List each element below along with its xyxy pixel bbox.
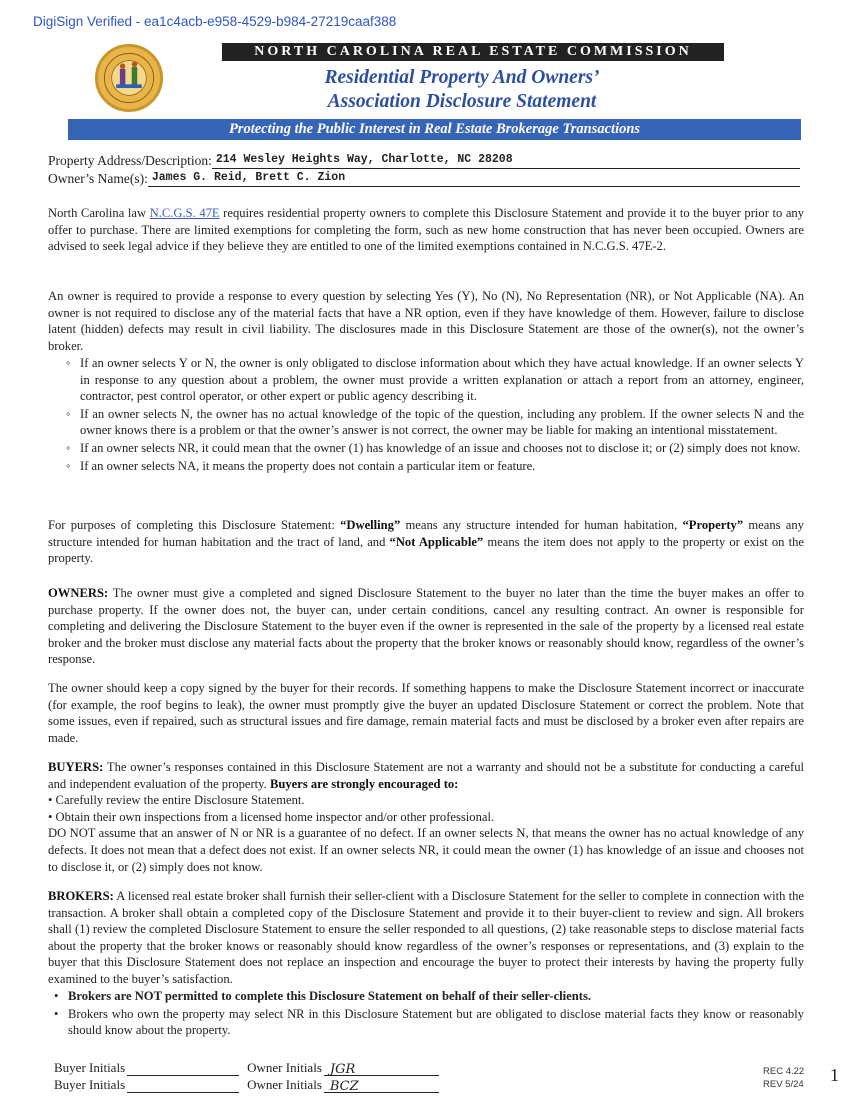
definitions-text-c: means any structure intended for human habitation and the tract of land, and <box>48 518 804 549</box>
brokers-paragraph <box>48 888 804 988</box>
owner-names-field[interactable]: James G. Reid, Brett C. Zion <box>148 171 800 187</box>
property-address-label: Property Address/Description: <box>48 153 212 168</box>
buyer-initials-label: Buyer Initials <box>54 1077 126 1092</box>
initials-row-2 <box>54 1077 439 1093</box>
buyer-initials-field[interactable] <box>127 1078 239 1093</box>
owner-initials-signature: BCZ <box>329 1079 359 1094</box>
circle-bullet-icon: ◦ <box>66 458 71 473</box>
list-item-text: Brokers who own the property may select NR in this Disclosure Statement but are obligated to disclose material facts they know or reasonably should know about the property. <box>68 1006 804 1038</box>
buyers-heading: BUYERS: <box>48 760 104 774</box>
list-item-text: If an owner selects N, the owner has no actual knowledge of the topic of the question, including any problem. If the owner selects N and the owner knows there is a problem or that the owner’s answer is not correct, the owner may be liable for making an intentional misstatement. <box>80 406 804 438</box>
buyers-warning-text: DO NOT assume that an answer of N or NR is a guarantee of no defect. If an owner selects N, that means the owner has no actual knowledge of any defects. It does not mean that a defect does not exist. If an owner selects NR, it could mean the owner (1) has knowledge of an issue and chooses not to disclose it, or (2) simply does not know. <box>48 826 804 874</box>
term-not-applicable: “Not Applicable” <box>389 534 484 549</box>
brokers-heading: BROKERS: <box>48 889 114 903</box>
owner-initials-field[interactable] <box>324 1061 439 1076</box>
page-number: 1 <box>830 1065 839 1085</box>
circle-bullet-icon: ◦ <box>66 356 71 370</box>
owners-paragraph <box>48 585 804 668</box>
commission-seal-logo <box>95 44 163 112</box>
buyers-bullet-review: • Carefully review the entire Disclosure Statement. <box>48 793 305 808</box>
list-item <box>64 406 804 439</box>
term-property: “Property” <box>682 518 744 532</box>
list-item-text: Brokers are NOT permitted to complete this Disclosure Statement on behalf of their seller-clients. <box>68 989 592 1003</box>
owners-copy-paragraph: The owner should keep a copy signed by the buyer for their records. If something happens to make the Disclosure Statement incorrect or inaccurate (for example, the roof begins to leak), the owner must promptly give the buyer an updated Disclosure Statement or correct the problem. Note that some issues, even if repaired, such as structural issues and fire damage, remain material facts and must be disclosed by a broker even after repairs are made. <box>48 681 804 745</box>
list-item-text: If an owner selects NA, it means the property does not contain a particular item or feature. <box>80 458 536 473</box>
ncgs-47e-link[interactable]: N.C.G.S. 47E <box>149 206 220 220</box>
buyers-encouraged: Buyers are strongly encouraged to: <box>269 776 459 791</box>
term-dwelling: “Dwelling” <box>340 518 401 532</box>
form-title <box>222 66 702 114</box>
initials-row-1 <box>54 1060 439 1076</box>
form-title-line-1: Residential Property And Owners’ <box>324 67 600 88</box>
brokers-text: A licensed real estate broker shall furnish their seller-client with a Disclosure Statement for the seller to complete in connection with the transaction. A broker shall obtain a completed copy of the Disclosure Statement and provide it to their buyer-client to review and sign. All brokers shall (1) review the completed Disclosure Statement to ensure the seller responded to all questions, (2) take reasonable steps to disclose material facts about the property that the broker knows or reasonably should know regardless of the owner’s responses or representations, and (3) explain to the buyer that this Disclosure Statement does not replace an inspection and encourage the buyer to protect their interests by having the property fully examined to the buyer’s satisfaction. <box>48 889 804 986</box>
buyer-initials-field[interactable] <box>127 1061 239 1076</box>
list-item <box>64 458 804 475</box>
owner-initials-label: Owner Initials <box>247 1077 322 1092</box>
circle-bullet-icon: ◦ <box>66 440 71 455</box>
response-options-list <box>64 355 804 475</box>
list-item-text: If an owner selects Y or N, the owner is only obligated to disclose information about which they have actual knowledge. If an owner selects Y in response to any question about a problem, the owner must provide a written explanation or attach a report from an attorney, engineer, contractor, pest control operator, or other expert or public agency describing it. <box>80 356 804 404</box>
property-address-row <box>48 153 800 169</box>
circle-bullet-icon: ◦ <box>66 406 71 421</box>
list-item <box>52 1006 804 1039</box>
form-revision: REV 5/24 <box>763 1079 804 1090</box>
response-requirement-paragraph: An owner is required to provide a response to every question by selecting Yes (Y), No (N), No Representation (NR), or Not Applicable (NA). An owner is not required to disclose any of the material facts that have a NR option, even if they have knowledge of them. However, failure to disclose latent (hidden) defects may result in civil liability. The disclosures made in this Disclosure Statement are those of the owner(s), not the owner’s broker. <box>48 289 804 353</box>
definitions-text-d: means the item does not apply to the property or exist on the property. <box>48 534 804 566</box>
owner-initials-signature: JGR <box>329 1062 356 1077</box>
form-title-line-2: Association Disclosure Statement <box>327 91 597 112</box>
owner-initials-field[interactable] <box>324 1078 439 1093</box>
buyers-paragraph <box>48 759 804 875</box>
buyer-initials-label: Buyer Initials <box>54 1060 126 1075</box>
owner-names-label: Owner’s Name(s): <box>48 171 148 186</box>
owner-names-row <box>48 171 800 187</box>
owners-text: The owner must give a completed and signed Disclosure Statement to the buyer no later than the time the buyer makes an offer to purchase property. If the owner does not, the buyer can, under certain conditions, cancel any resulting contract. An owner is responsible for completing and delivering the Disclosure Statement to the buyer even if the owner is represented in the sale of the property by a licensed real estate broker and the broker must disclose any material facts about the property that the broker knows or reasonably should know, regardless of the owner’s response. <box>48 586 804 667</box>
list-item-text: If an owner selects NR, it could mean that the owner (1) has knowledge of an issue and chooses not to disclose it; or (2) simply does not know. <box>80 440 801 455</box>
buyers-text: The owner’s responses contained in this Disclosure Statement are not a warranty and should not be a substitute for conducting a careful and independent evaluation of the property. <box>48 760 804 791</box>
list-item <box>64 440 804 457</box>
intro-text-a: North Carolina law <box>48 206 150 220</box>
form-number: REC 4.22 <box>763 1066 805 1077</box>
tagline-banner: Protecting the Public Interest in Real Estate Brokerage Transactions <box>68 119 801 140</box>
bullet-icon: • <box>54 989 59 1003</box>
brokers-list <box>52 988 804 1040</box>
commission-name: NORTH CAROLINA REAL ESTATE COMMISSION <box>222 43 724 61</box>
definitions-paragraph <box>48 517 804 567</box>
owners-heading: OWNERS: <box>48 586 109 600</box>
intro-paragraph <box>48 205 804 255</box>
buyers-bullet-inspections: • Obtain their own inspections from a licensed home inspector and/or other professional. <box>48 809 495 824</box>
bullet-icon: • <box>54 1006 59 1021</box>
digisign-verification: DigiSign Verified - ea1c4acb-e958-4529-b984-27219caaf388 <box>33 14 397 29</box>
list-item <box>52 988 804 1005</box>
property-address-field[interactable]: 214 Wesley Heights Way, Charlotte, NC 28208 <box>212 153 800 169</box>
definitions-text-a: For purposes of completing this Disclosure Statement: <box>48 518 341 532</box>
definitions-text-b: means any structure intended for human habitation, <box>400 518 683 532</box>
intro-text-b: requires residential property owners to complete this Disclosure Statement and provide it to the buyer prior to any offer to purchase. There are limited exemptions for completing the form, such as new home construction that has never been occupied. Owners are advised to seek legal advice if they believe they are entitled to one of the limited exemptions contained in N.C.G.S. 47E-2. <box>48 206 804 254</box>
list-item <box>64 355 804 405</box>
owner-initials-label: Owner Initials <box>247 1060 322 1075</box>
